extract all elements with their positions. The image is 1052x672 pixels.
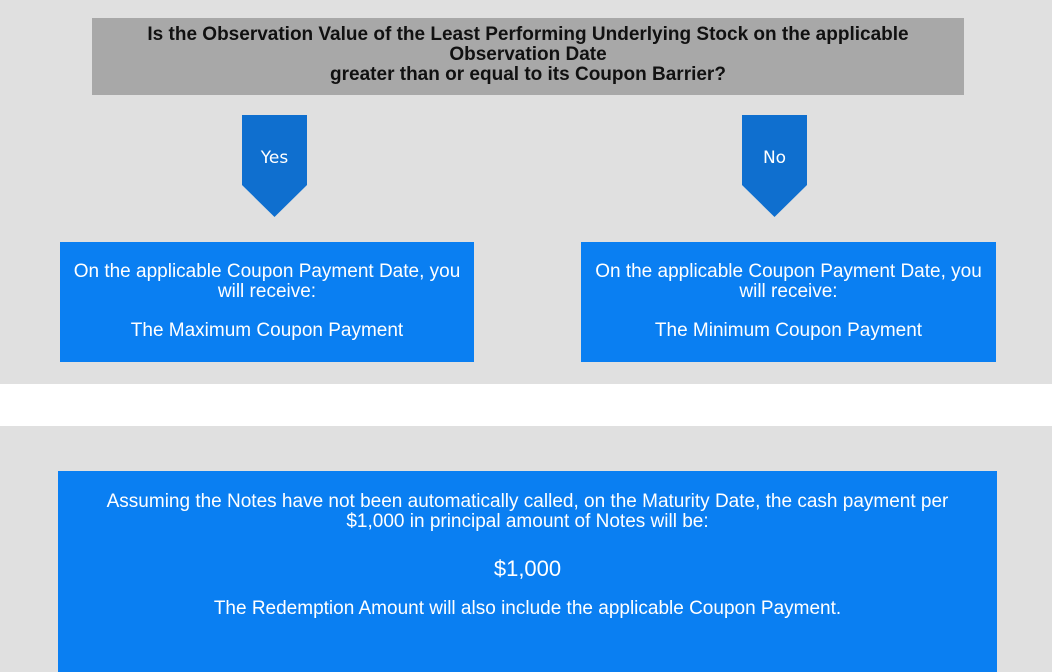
outcome-result: The Maximum Coupon Payment [130, 320, 404, 341]
coupon-barrier-question [92, 18, 964, 95]
maturity-amount: $1,000 [493, 556, 562, 581]
maturity-text-line-1: Assuming the Notes have not been automatically called, on the Maturity Date, the cash payment per [106, 491, 949, 512]
maximum-coupon-outcome [60, 242, 474, 362]
outcome-text-line-1: On the applicable Coupon Payment Date, you [73, 261, 461, 282]
minimum-coupon-outcome [581, 242, 996, 362]
outcome-text-line-2: will receive: [217, 281, 317, 302]
maturity-payment-box [58, 471, 997, 672]
question-line-1: Is the Observation Value of the Least Performing Underlying Stock on the applicable [147, 24, 909, 45]
no-arrow [742, 115, 807, 217]
yes-arrow [242, 115, 307, 217]
question-line-2: Observation Date [449, 44, 607, 65]
outcome-text-line-2: will receive: [739, 281, 838, 302]
question-line-3: greater than or equal to its Coupon Barrier? [330, 64, 726, 85]
maturity-text-line-2: $1,000 in principal amount of Notes will be: [346, 511, 709, 532]
outcome-text-line-1: On the applicable Coupon Payment Date, you [595, 261, 982, 282]
yes-label: Yes [260, 148, 289, 168]
redemption-note: The Redemption Amount will also include the applicable Coupon Payment. [213, 598, 842, 619]
no-label: No [762, 148, 787, 168]
outcome-result: The Minimum Coupon Payment [654, 320, 923, 341]
